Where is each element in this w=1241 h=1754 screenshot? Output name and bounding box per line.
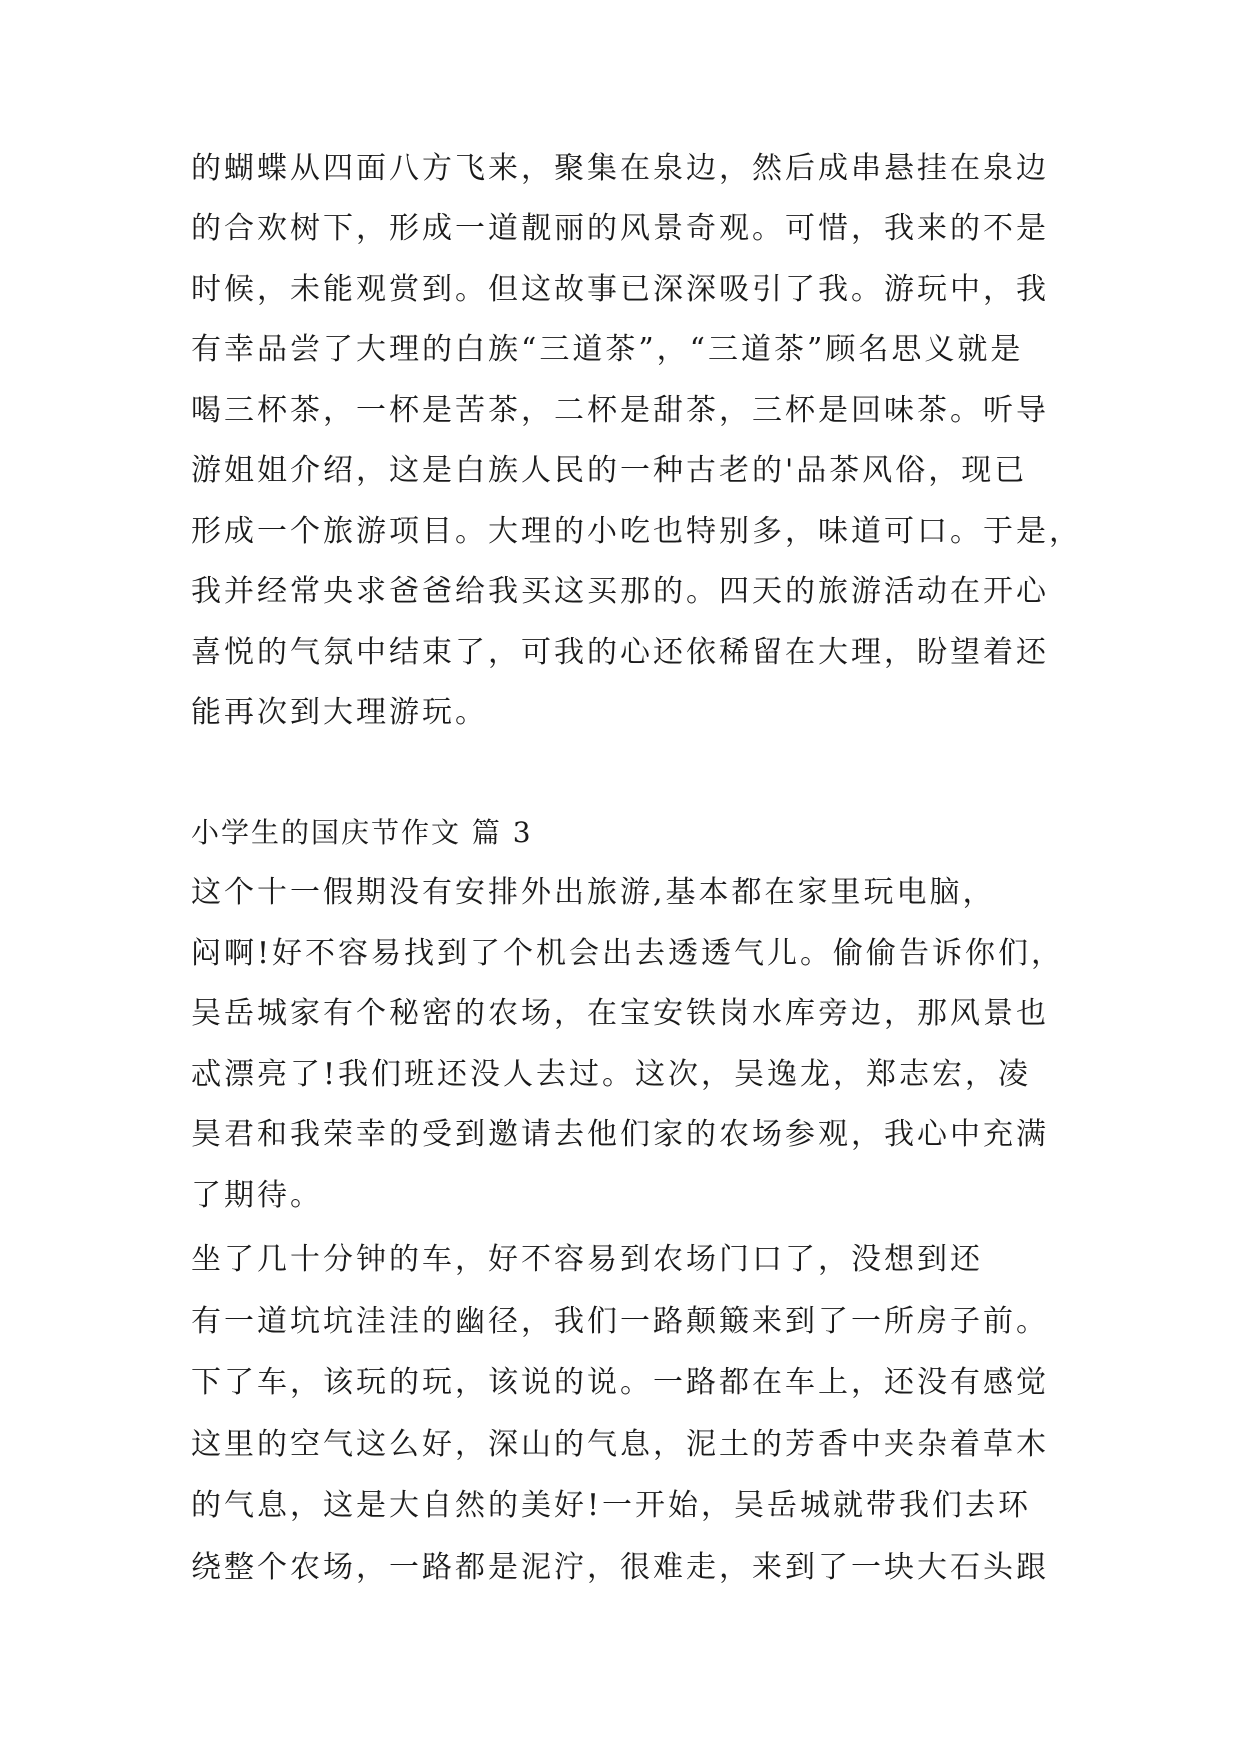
text-line: 有一道坑坑洼洼的幽径，我们一路颠簸来到了一所房子前。 [191,1304,1049,1339]
text-line: 了期待。 [191,1178,323,1213]
text-line: 时候，未能观赏到。但这故事已深深吸引了我。游玩中，我 [191,272,1049,307]
text-line: 这个十一假期没有安排外出旅游,基本都在家里玩电脑， [191,875,996,910]
text-line: 的气息，这是大自然的美好!一开始，吴岳城就带我们去环 [191,1488,1032,1523]
text-line: 昊君和我荣幸的受到邀请去他们家的农场参观，我心中充满 [191,1117,1049,1152]
text-line: 忒漂亮了!我们班还没人去过。这次，吴逸龙，郑志宏，凌 [191,1057,1032,1092]
text-line: 绕整个农场，一路都是泥泞，很难走，来到了一块大石头跟 [191,1550,1049,1585]
text-line: 的合欢树下，形成一道靓丽的风景奇观。可惜，我来的不是 [191,211,1049,246]
text-line: 能再次到大理游玩。 [191,695,488,730]
text-line: 有幸品尝了大理的白族“三道茶”，“三道茶”顾名思义就是 [191,332,1024,367]
text-line: 闷啊!好不容易找到了个机会出去透透气儿。偷偷告诉你们， [191,936,1065,971]
text-line: 喜悦的气氛中结束了，可我的心还依稀留在大理，盼望着还 [191,635,1049,670]
section-title: 小学生的国庆节作文 篇 3 [191,816,533,849]
text-line: 吴岳城家有个秘密的农场，在宝安铁岗水库旁边，那风景也 [191,996,1049,1031]
text-line: 下了车，该玩的玩，该说的说。一路都在车上，还没有感觉 [191,1365,1049,1400]
text-line: 坐了几十分钟的车，好不容易到农场门口了，没想到还 [191,1242,983,1277]
text-line: 我并经常央求爸爸给我买这买那的。四天的旅游活动在开心 [191,574,1049,609]
text-line: 的蝴蝶从四面八方飞来，聚集在泉边，然后成串悬挂在泉边 [191,151,1049,186]
text-line: 喝三杯茶，一杯是苦茶，二杯是甜茶，三杯是回味茶。听导 [191,393,1049,428]
text-line: 形成一个旅游项目。大理的小吃也特别多，味道可口。于是， [191,514,1082,549]
text-line: 这里的空气这么好，深山的气息，泥土的芳香中夹杂着草木 [191,1427,1049,1462]
text-line: 游姐姐介绍，这是白族人民的一种古老的'品茶风俗，现已 [191,453,1028,488]
